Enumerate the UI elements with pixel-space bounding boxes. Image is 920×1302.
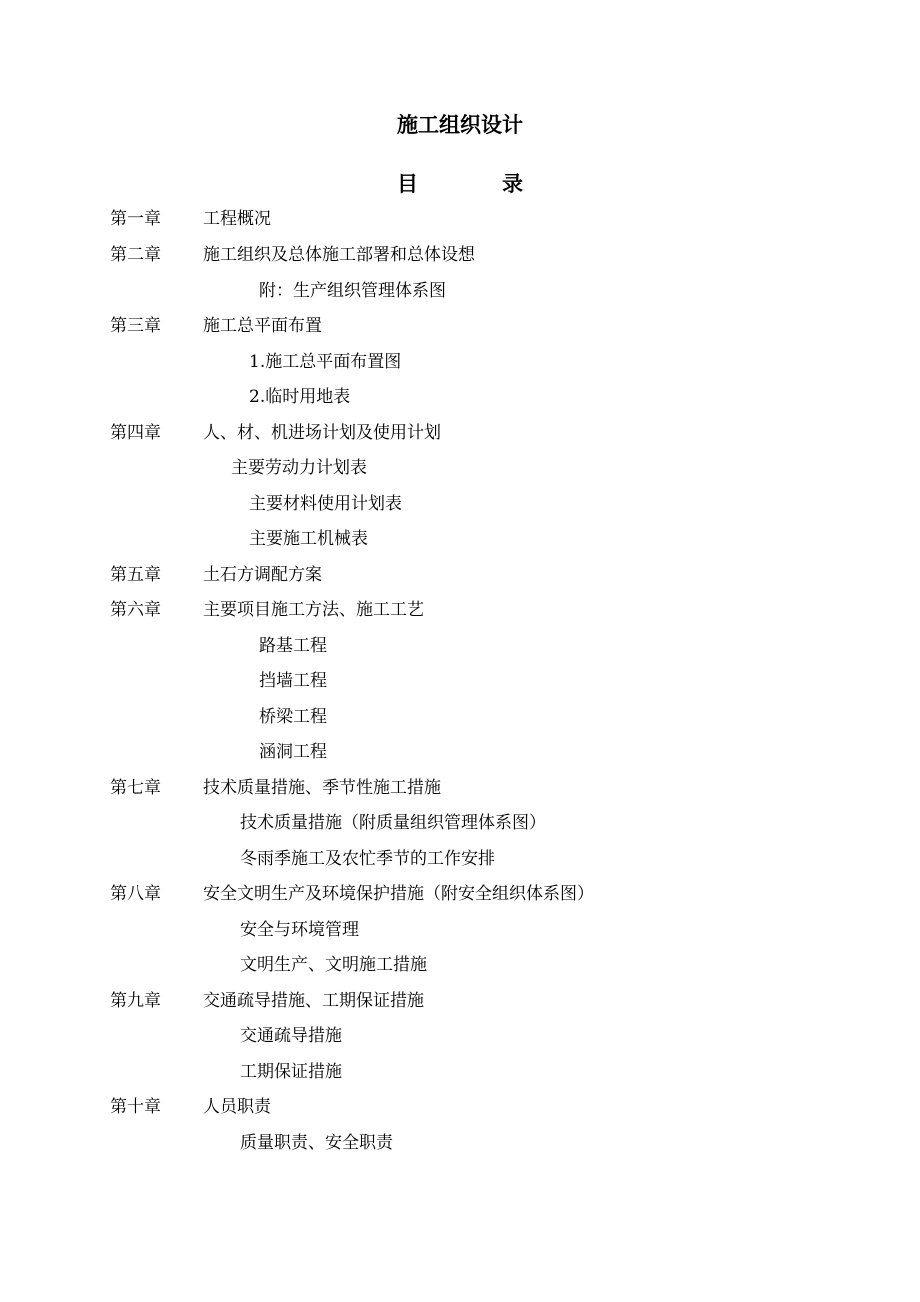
- toc-subitem: 工期保证措施: [240, 1062, 342, 1082]
- toc-chapter-6: [0, 598, 920, 622]
- toc-subitem: 交通疏导措施: [240, 1026, 342, 1046]
- toc-chapter-8: [0, 882, 920, 906]
- chapter-title: 安全文明生产及环境保护措施（附安全组织体系图）: [203, 884, 594, 904]
- chapter-title: 人员职责: [203, 1097, 271, 1117]
- toc-heading: [0, 172, 920, 196]
- toc-chapter-4: [0, 421, 920, 445]
- toc-subitem: 1.施工总平面布置图: [249, 352, 402, 372]
- toc-chapter-9: [0, 989, 920, 1013]
- toc-subitem: 技术质量措施（附质量组织管理体系图）: [240, 813, 546, 833]
- toc-subitem: 桥梁工程: [259, 707, 327, 727]
- chapter-number: 第六章: [110, 600, 161, 620]
- chapter-number: 第二章: [110, 245, 161, 265]
- toc-subitem: 质量职责、安全职责: [240, 1133, 393, 1153]
- toc-subitem: 2.临时用地表: [249, 387, 351, 407]
- chapter-number: 第五章: [110, 565, 161, 585]
- toc-chapter-2: [0, 243, 920, 267]
- toc-subitem: 附：生产组织管理体系图: [259, 281, 446, 301]
- toc-subitem: 文明生产、文明施工措施: [240, 955, 427, 975]
- chapter-number: 第九章: [110, 991, 161, 1011]
- toc-subitem: 主要劳动力计划表: [231, 458, 367, 478]
- toc-subitem: 主要施工机械表: [249, 529, 368, 549]
- chapter-number: 第十章: [110, 1097, 161, 1117]
- chapter-number: 第三章: [110, 316, 161, 336]
- toc-subitem: 挡墙工程: [259, 671, 327, 691]
- toc-heading-char-2: 录: [502, 171, 523, 196]
- toc-subitem: 主要材料使用计划表: [249, 494, 402, 514]
- toc-subitem: 路基工程: [259, 636, 327, 656]
- chapter-title: 施工组织及总体施工部署和总体设想: [203, 245, 475, 265]
- chapter-title: 工程概况: [203, 209, 271, 229]
- chapter-title: 主要项目施工方法、施工工艺: [203, 600, 424, 620]
- toc-chapter-7: [0, 776, 920, 800]
- toc-chapter-3: [0, 314, 920, 338]
- toc-chapter-5: [0, 563, 920, 587]
- toc-subitem: 安全与环境管理: [240, 920, 359, 940]
- chapter-title: 技术质量措施、季节性施工措施: [203, 778, 441, 798]
- chapter-title: 施工总平面布置: [203, 316, 322, 336]
- chapter-title: 土石方调配方案: [203, 565, 322, 585]
- chapter-title: 人、材、机进场计划及使用计划: [203, 423, 441, 443]
- toc-subitem: 涵洞工程: [259, 742, 327, 762]
- chapter-title: 交通疏导措施、工期保证措施: [203, 991, 424, 1011]
- toc-subitem: 冬雨季施工及农忙季节的工作安排: [240, 849, 495, 869]
- document-title: 施工组织设计: [397, 112, 523, 137]
- toc-heading-char-1: 目: [397, 171, 418, 196]
- toc-chapter-1: [0, 207, 920, 231]
- chapter-number: 第一章: [110, 209, 161, 229]
- chapter-number: 第七章: [110, 778, 161, 798]
- toc-chapter-10: [0, 1095, 920, 1119]
- chapter-number: 第四章: [110, 423, 161, 443]
- chapter-number: 第八章: [110, 884, 161, 904]
